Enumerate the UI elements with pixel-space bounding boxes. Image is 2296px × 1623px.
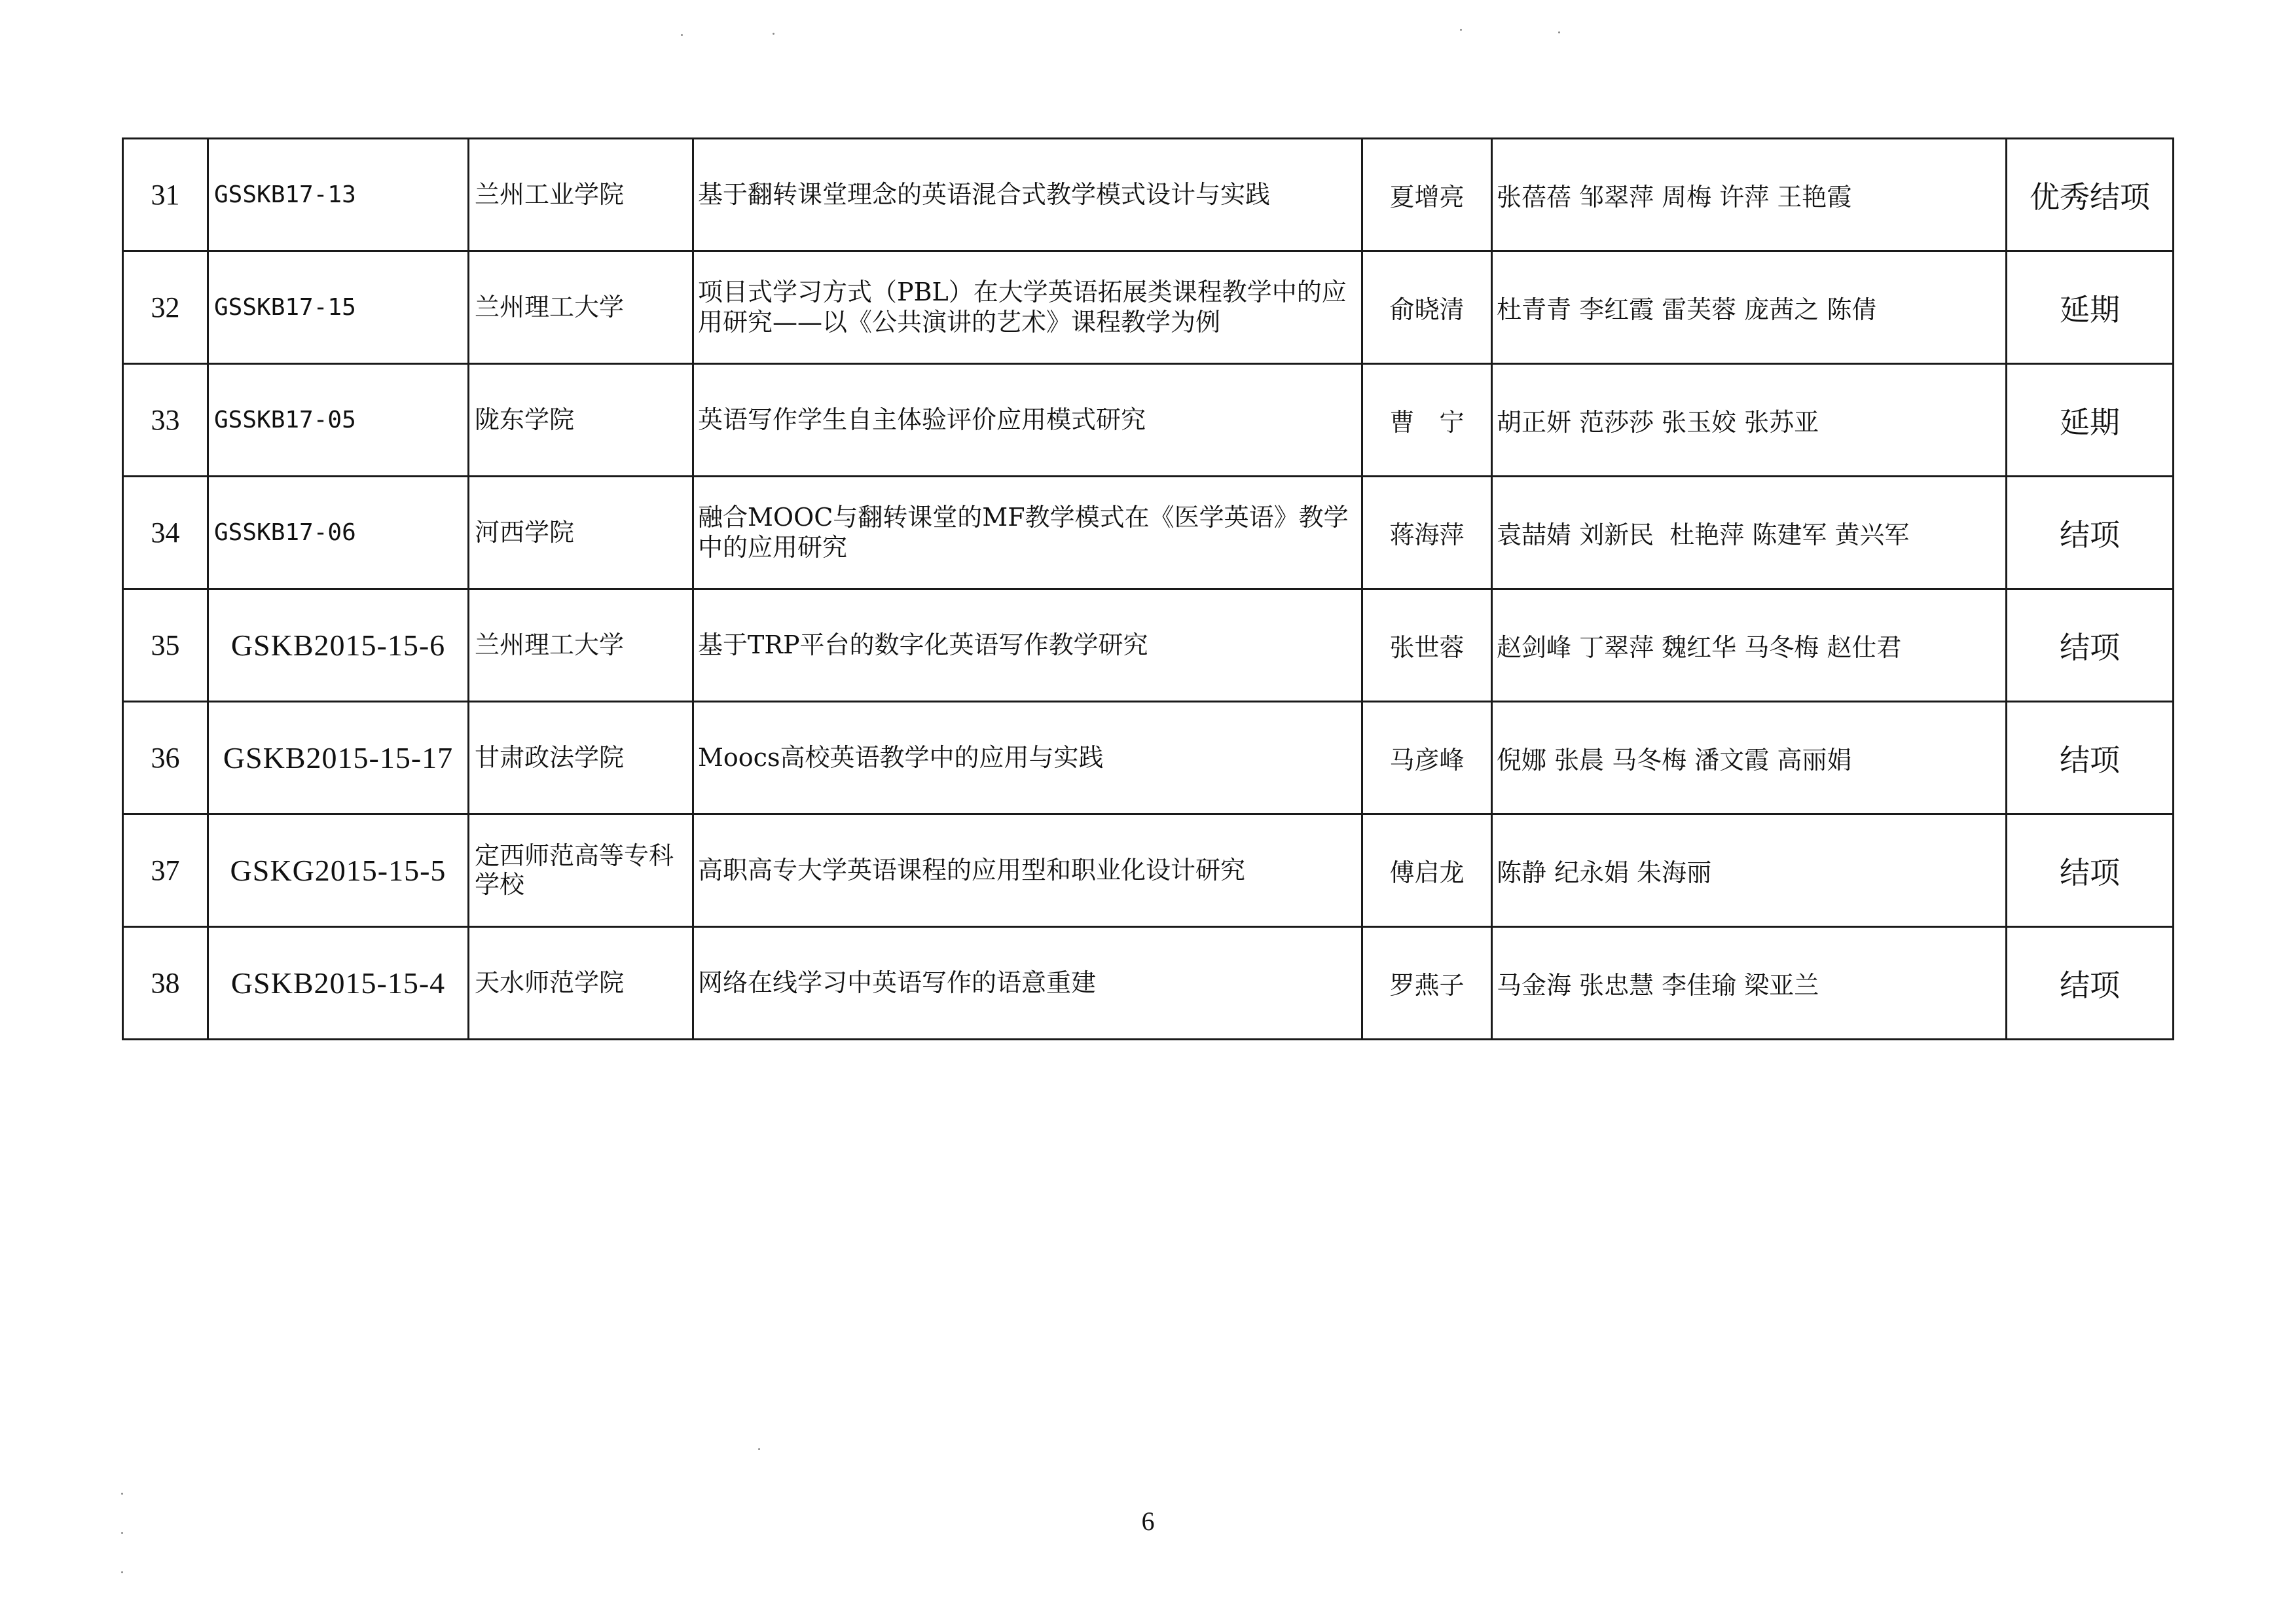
project-result: 结项 [2007, 589, 2174, 702]
project-title: Moocs高校英语教学中的应用与实践 [693, 702, 1362, 814]
institution: 兰州理工大学 [469, 589, 693, 702]
project-leader: 夏增亮 [1362, 139, 1492, 251]
table-row [123, 477, 2174, 589]
row-index: 33 [123, 364, 208, 477]
project-code: GSKG2015-15-5 [208, 814, 469, 927]
project-members: 马金海 张忠慧 李佳瑜 梁亚兰 [1492, 927, 2007, 1040]
institution: 兰州工业学院 [469, 139, 693, 251]
institution: 天水师范学院 [469, 927, 693, 1040]
scan-speck [758, 1448, 760, 1450]
project-result: 结项 [2007, 477, 2174, 589]
row-index: 32 [123, 251, 208, 364]
project-members: 杜青青 李红霞 雷芙蓉 庞茜之 陈倩 [1492, 251, 2007, 364]
project-code: GSSKB17-13 [208, 139, 469, 251]
project-title: 融合MOOC与翻转课堂的MF教学模式在《医学英语》教学中的应用研究 [693, 477, 1362, 589]
table-row [123, 814, 2174, 927]
project-title: 网络在线学习中英语写作的语意重建 [693, 927, 1362, 1040]
table-row [123, 139, 2174, 251]
project-leader: 马彦峰 [1362, 702, 1492, 814]
project-members: 赵剑峰 丁翠萍 魏红华 马冬梅 赵仕君 [1492, 589, 2007, 702]
institution: 甘肃政法学院 [469, 702, 693, 814]
project-leader: 蒋海萍 [1362, 477, 1492, 589]
institution: 兰州理工大学 [469, 251, 693, 364]
project-title: 英语写作学生自主体验评价应用模式研究 [693, 364, 1362, 477]
project-members: 陈静 纪永娟 朱海丽 [1492, 814, 2007, 927]
table-row [123, 702, 2174, 814]
scan-speck [1558, 31, 1560, 33]
project-leader: 曹 宁 [1362, 364, 1492, 477]
project-title: 项目式学习方式（PBL）在大学英语拓展类课程教学中的应用研究——以《公共演讲的艺术》课程教学为例 [693, 251, 1362, 364]
row-index: 34 [123, 477, 208, 589]
project-title: 基于TRP平台的数字化英语写作教学研究 [693, 589, 1362, 702]
project-code: GSSKB17-05 [208, 364, 469, 477]
project-leader: 傅启龙 [1362, 814, 1492, 927]
scan-speck [121, 1493, 123, 1495]
project-title: 高职高专大学英语课程的应用型和职业化设计研究 [693, 814, 1362, 927]
project-result: 延期 [2007, 251, 2174, 364]
project-code: GSSKB17-15 [208, 251, 469, 364]
table-row [123, 927, 2174, 1040]
project-result: 结项 [2007, 927, 2174, 1040]
project-code: GSKB2015-15-4 [208, 927, 469, 1040]
table-row [123, 364, 2174, 477]
row-index: 31 [123, 139, 208, 251]
project-result: 延期 [2007, 364, 2174, 477]
project-code: GSSKB17-06 [208, 477, 469, 589]
project-results-table [122, 137, 2174, 1040]
project-leader: 罗燕子 [1362, 927, 1492, 1040]
institution: 陇东学院 [469, 364, 693, 477]
project-members: 胡正妍 范莎莎 张玉姣 张苏亚 [1492, 364, 2007, 477]
scan-speck [121, 1571, 123, 1573]
project-result: 优秀结项 [2007, 139, 2174, 251]
project-code: GSKB2015-15-6 [208, 589, 469, 702]
project-leader: 张世蓉 [1362, 589, 1492, 702]
row-index: 35 [123, 589, 208, 702]
row-index: 38 [123, 927, 208, 1040]
institution: 河西学院 [469, 477, 693, 589]
project-code: GSKB2015-15-17 [208, 702, 469, 814]
scan-speck [1460, 29, 1462, 31]
project-members: 袁喆婧 刘新民 杜艳萍 陈建军 黄兴军 [1492, 477, 2007, 589]
project-leader: 俞晓清 [1362, 251, 1492, 364]
row-index: 37 [123, 814, 208, 927]
table-row [123, 589, 2174, 702]
project-result: 结项 [2007, 814, 2174, 927]
project-title: 基于翻转课堂理念的英语混合式教学模式设计与实践 [693, 139, 1362, 251]
scan-speck [681, 34, 683, 36]
table-row [123, 251, 2174, 364]
page-number: 6 [1141, 1506, 1155, 1536]
row-index: 36 [123, 702, 208, 814]
institution: 定西师范高等专科学校 [469, 814, 693, 927]
project-members: 倪娜 张晨 马冬梅 潘文霞 高丽娟 [1492, 702, 2007, 814]
scan-speck [773, 33, 774, 35]
project-members: 张蓓蓓 邹翠萍 周梅 许萍 王艳霞 [1492, 139, 2007, 251]
project-result: 结项 [2007, 702, 2174, 814]
